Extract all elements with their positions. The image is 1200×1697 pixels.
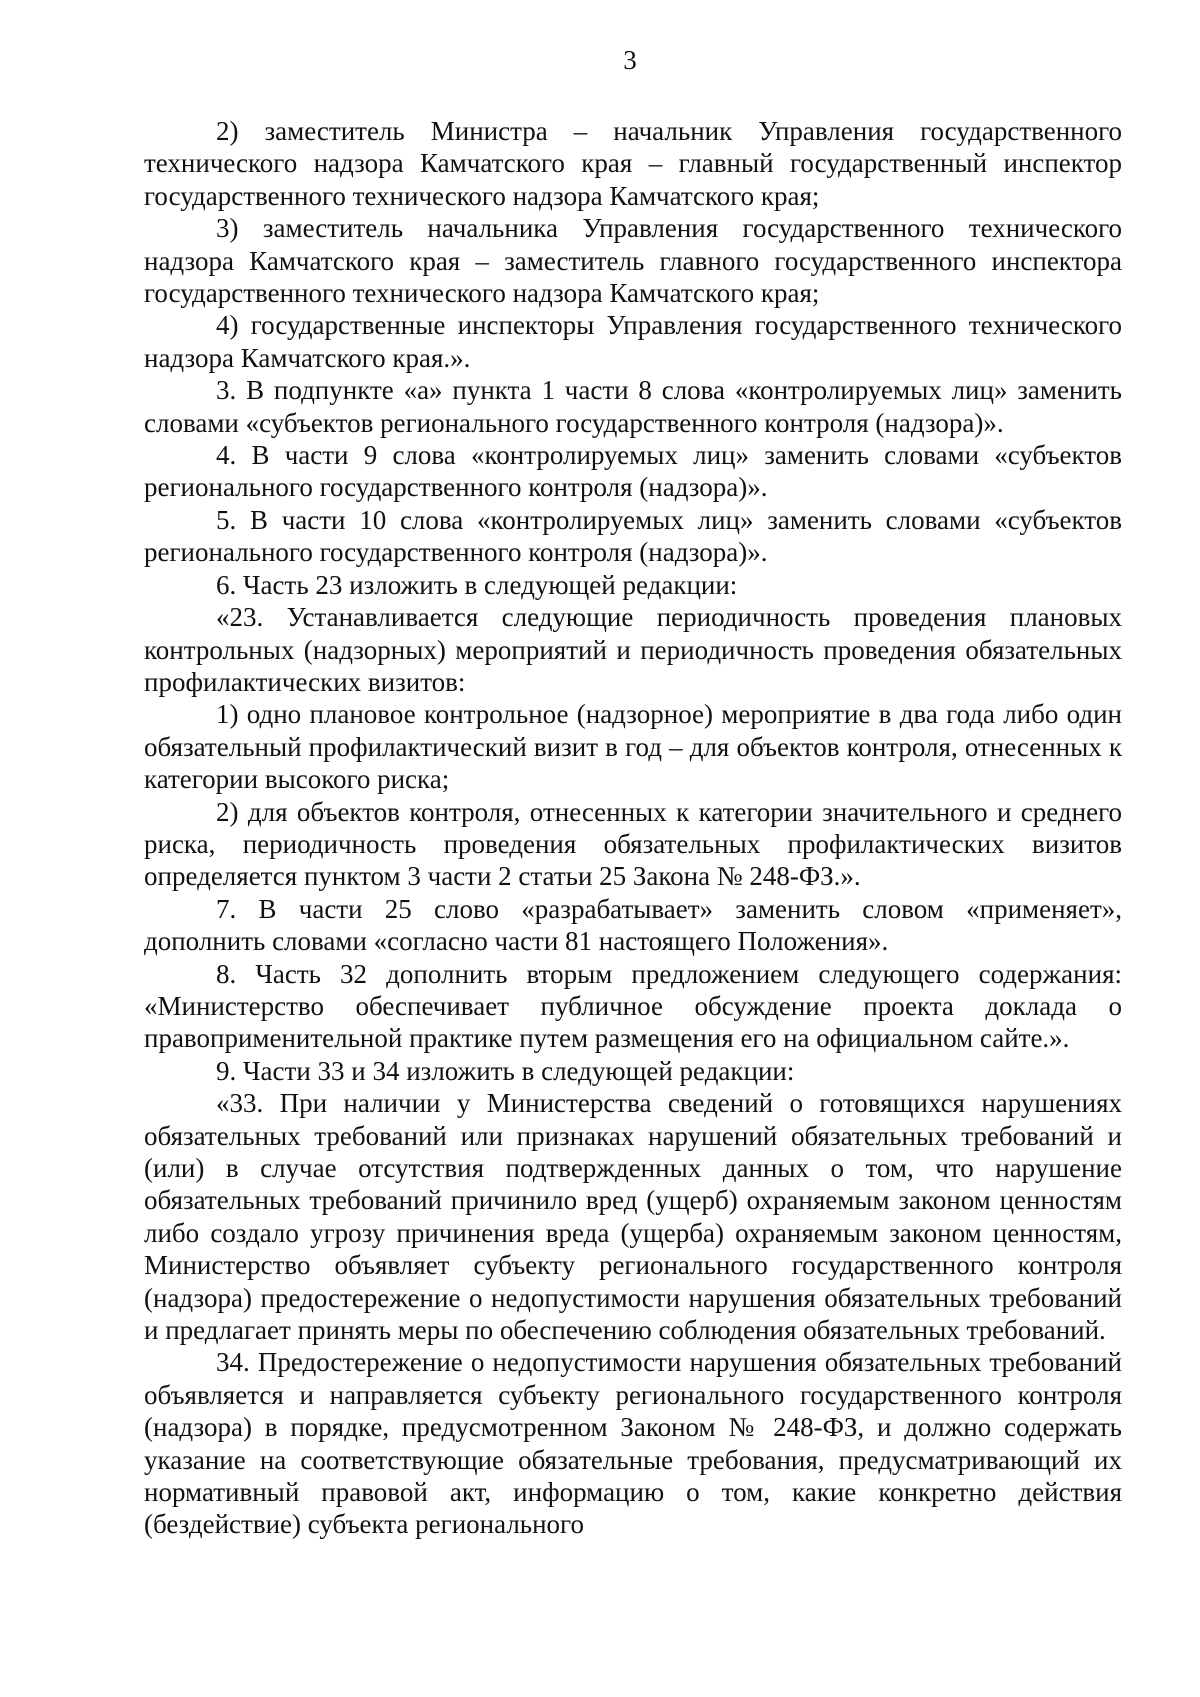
paragraph-part-33: «33. При наличии у Министерства сведений о готовящихся нарушениях обязательных требований или признаках нарушений обязательных требований и (или) в случае отсутствия подтвержденных данных о том, что нарушение обязательных требований причинило вред (ущерб) охраняемым законом ценностям либо создало угрозу причинения вреда (ущерба) охраняемым законом ценностям, Министерство объявляет субъекту регионального государственного контроля (надзора) предостережение о недопустимости нарушения обязательных требований и предлагает принять меры по обеспечению соблюдения обязательных требований.	[144, 1088, 1122, 1346]
paragraph-item-2: 2) заместитель Министра – начальник Управления государственного технического надзора Камчатского края – главный государственный инспектор государственного технического надзора Камчатского края;	[144, 116, 1122, 211]
paragraph-amendment-8: 8. Часть 32 дополнить вторым предложением следующего содержания: «Министерство обеспечивает публичное обсуждение проекта доклада о правоприменительной практике путем размещения его на официальном сайте.».	[144, 958, 1122, 1054]
paragraph-item-3: 3) заместитель начальника Управления государственного технического надзора Камчатского края – заместитель главного государственного инспектора государственного технического надзора Камчатского края;	[144, 213, 1122, 309]
paragraph-amendment-3: 3. В подпункте «а» пункта 1 части 8 слова «контролируемых лиц» заменить словами «субъектов регионального государственного контроля (надзора)».	[144, 375, 1122, 438]
paragraph-item-4: 4) государственные инспекторы Управления государственного технического надзора Камчатского края.».	[144, 310, 1122, 373]
paragraph-amendment-5: 5. В части 10 слова «контролируемых лиц» заменить словами «субъектов регионального государственного контроля (надзора)».	[144, 504, 1122, 568]
paragraph-part-23-item-1: 1) одно плановое контрольное (надзорное) мероприятие в два года либо один обязательный профилактический визит в год – для объектов контроля, отнесенных к категории высокого риска;	[144, 699, 1122, 795]
paragraph-part-23-item-2: 2) для объектов контроля, отнесенных к категории значительного и среднего риска, периодичность проведения обязательных профилактических визитов определяется пунктом 3 части 2 статьи 25 Закона № 248-ФЗ.».	[144, 796, 1122, 892]
paragraph-amendment-7: 7. В части 25 слово «разрабатывает» заменить словом «применяет», дополнить словами «согласно части 81 настоящего Положения».	[144, 893, 1122, 957]
paragraph-amendment-6: 6. Часть 23 изложить в следующей редакции:	[216, 569, 738, 600]
paragraph-part-23: «23. Устанавливается следующие периодичность проведения плановых контрольных (надзорных) мероприятий и периодичность проведения обязательных профилактических визитов:	[144, 602, 1122, 697]
paragraph-part-34: 34. Предостережение о недопустимости нарушения обязательных требований объявляется и направляется субъекту регионального государственного контроля (надзора) в порядке, предусмотренном Законом № 248-ФЗ, и должно содержать указание на соответствующие обязательные требования, предусматривающий их нормативный правовой акт, информацию о том, какие конкретно действия (бездействие) субъекта регионального	[144, 1347, 1122, 1540]
document-body	[144, 115, 1122, 1541]
page-number: 3	[623, 45, 637, 75]
paragraph-amendment-4: 4. В части 9 слова «контролируемых лиц» заменить словами «субъектов регионального государственного контроля (надзора)».	[144, 440, 1122, 503]
paragraph-amendment-9: 9. Части 33 и 34 изложить в следующей редакции:	[216, 1055, 795, 1086]
